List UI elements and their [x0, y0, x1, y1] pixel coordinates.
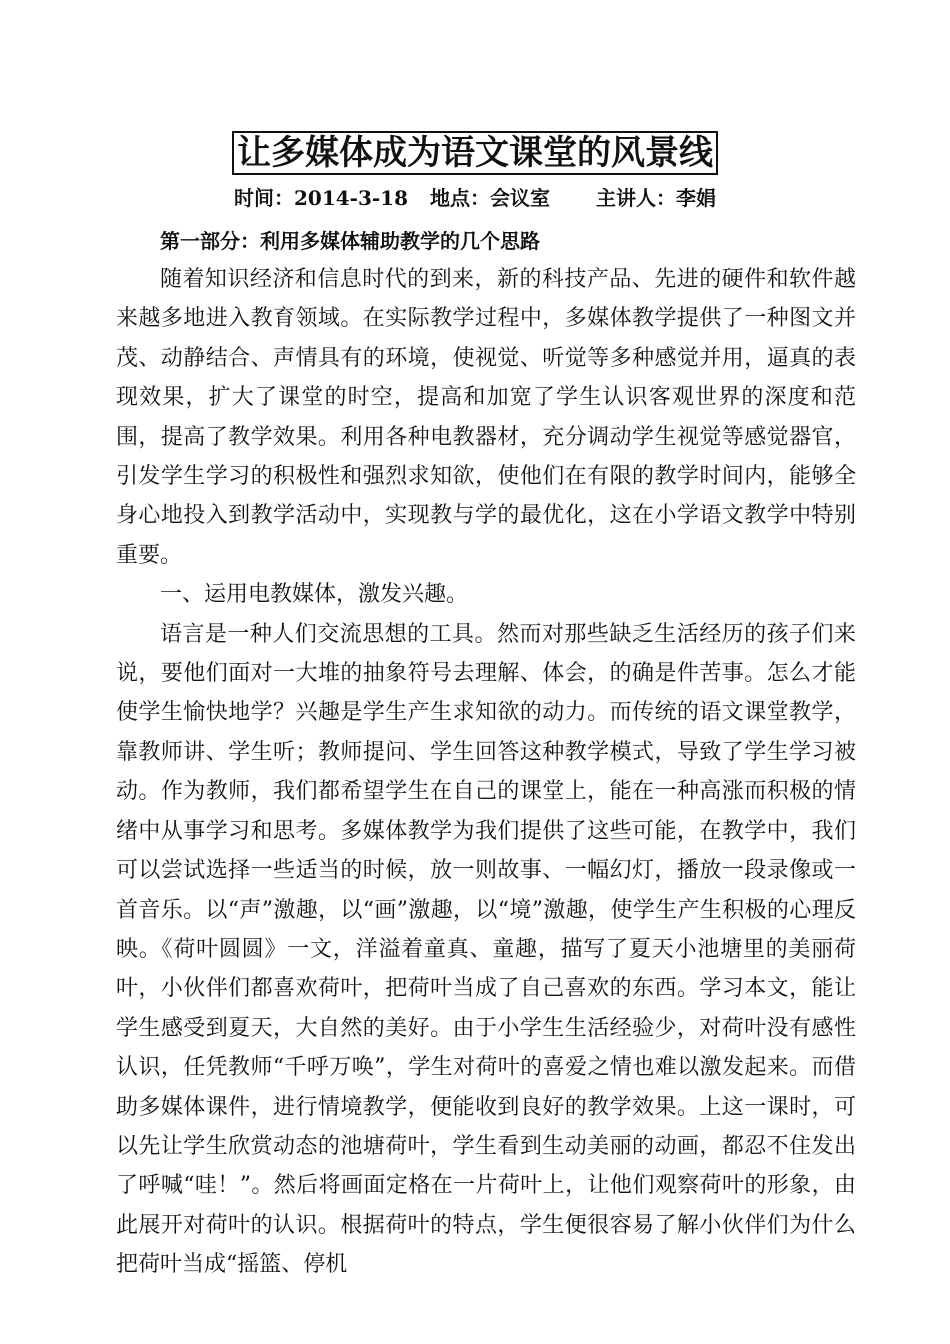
meeting-speaker: 主讲人：李娟 — [596, 186, 716, 210]
paragraph-intro: 随着知识经济和信息时代的到来，新的科技产品、先进的硬件和软件越来越多地进入教育领域。在实际教学过程中，多媒体教学提供了一种图文并茂、动静结合、声情具有的环境，使视觉、听觉等多种感觉并用，逼真的表现效果，扩大了课堂的时空，提高和加宽了学生认识客观世界的深度和范围，提高了教学效果。利用各种电教器材，充分调动学生视觉等感觉器官，引发学生学习的积极性和强烈求知欲，使他们在有限的教学时间内，能够全身心地投入到教学活动中，实现教与学的最优化，这在小学语文教学中特别重要。 — [116, 267, 856, 568]
title-wrapper — [0, 131, 950, 175]
meeting-time: 时间：2014-3-18 — [233, 186, 408, 210]
document-title: 让多媒体成为语文课堂的风景线 — [232, 131, 718, 175]
section-heading: 第一部分：利用多媒体辅助教学的几个思路 — [160, 229, 540, 253]
meeting-info — [0, 183, 950, 213]
meeting-place: 地点：会议室 — [430, 186, 550, 210]
paragraph-language: 语言是一种人们交流思想的工具。然而对那些缺乏生活经历的孩子们来说，要他们面对一大堆的抽象符号去理解、体会，的确是件苦事。怎么才能使学生愉快地学？兴趣是学生产生求知欲的动力。而传统的语文课堂教学，靠教师讲、学生听；教师提问、学生回答这种教学模式，导致了学生学习被动。作为教师，我们都希望学生在自己的课堂上，能在一种高涨而积极的情绪中从事学习和思考。多媒体教学为我们提供了这些可能，在教学中，我们可以尝试选择一些适当的时候，放一则故事、一幅幻灯，播放一段录像或一首音乐。以“声”激趣，以“画”激趣，以“境”激趣，使学生产生积极的心理反映。《荷叶圆圆》一文，洋溢着童真、童趣，描写了夏天小池塘里的美丽荷叶，小伙伴们都喜欢荷叶，把荷叶当成了自己喜欢的东西。学习本文，能让学生感受到夏天，大自然的美好。由于小学生生活经验少，对荷叶没有感性认识，任凭教师“千呼万唤”，学生对荷叶的喜爱之情也难以激发起来。而借助多媒体课件，进行情境教学，便能收到良好的教学效果。上这一课时，可以先让学生欣赏动态的池塘荷叶，学生看到生动美丽的动画，都忍不住发出了呼喊“哇！”。然后将画面定格在一片荷叶上，让他们观察荷叶的形象，由此展开对荷叶的认识。根据荷叶的特点，学生便很容易了解小伙伴们为什么把荷叶当成“摇篮、停机 — [116, 621, 856, 1278]
subheading-one: 一、运用电教媒体，激发兴趣。 — [160, 582, 469, 608]
body-text — [116, 260, 856, 1285]
